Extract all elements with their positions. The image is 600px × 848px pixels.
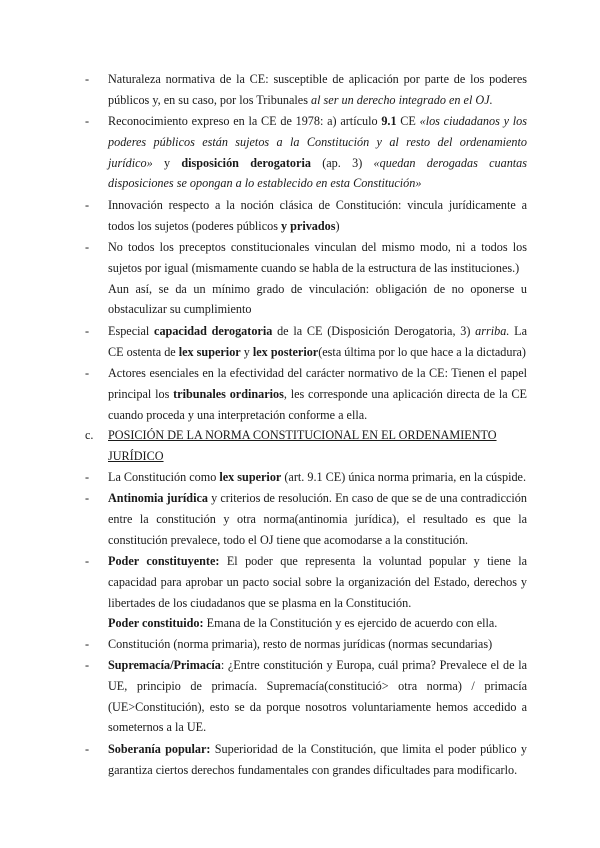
- text-run: Constitución (norma primaria), resto de normas jurídicas (normas secundarias): [108, 637, 493, 651]
- text-run: CE: [396, 114, 420, 128]
- list-item-text: [108, 467, 527, 488]
- list-item: [85, 363, 527, 425]
- italic-text: al ser un derecho integrado en el OJ.: [311, 92, 493, 107]
- list-item: [85, 655, 527, 738]
- paragraph: [108, 634, 527, 655]
- paragraph: [108, 551, 527, 613]
- bold-text: Supremacía/Primacía: [108, 658, 221, 672]
- list-item: [85, 488, 527, 550]
- italic-text: arriba.: [475, 324, 510, 338]
- bold-text: y privados: [280, 218, 336, 233]
- bullet-dash: -: [85, 366, 90, 380]
- bold-text: Poder constituyente:: [108, 554, 220, 568]
- paragraph: [108, 488, 527, 550]
- bullet-dash: -: [85, 240, 90, 254]
- list-item: [85, 195, 527, 237]
- list-item-text: [108, 488, 527, 550]
- list-item-text: [108, 655, 527, 738]
- list-item-text: [108, 321, 527, 363]
- bullet-dash: -: [85, 637, 90, 651]
- text-run: Naturaleza normativa de la CE: susceptible de aplicación por parte de los poderes públicos y, en su caso, por los Tribunales: [108, 72, 527, 107]
- text-run: y criterios de resolución. En caso de que se de una contradicción entre la constitución y otra norma(antinomia jurídica), el resultado es que la constitución prevalece, todo el OJ tiene que acomodarse a la constitución.: [108, 491, 527, 547]
- list-item: [85, 69, 527, 111]
- text-run: (esta última por lo que hace a la dictadura): [318, 344, 526, 359]
- section-heading-marker: c.: [85, 428, 94, 442]
- italic-text: «quedan derogadas cuantas disposiciones se opongan a lo establecido en esta Constitución»: [108, 155, 528, 191]
- paragraph: [108, 69, 527, 111]
- text-run: Reconocimiento expreso en la CE de 1978: a) artículo: [108, 114, 382, 128]
- paragraph: [108, 467, 527, 488]
- bold-text: capacidad derogatoria: [154, 324, 273, 338]
- paragraph: [108, 739, 527, 781]
- text-run: (ap. 3): [310, 155, 374, 170]
- list-item: [85, 551, 527, 634]
- paragraph: [108, 321, 527, 363]
- list-item-text: [108, 69, 527, 111]
- paragraph: [108, 111, 527, 194]
- list-item: [85, 321, 527, 363]
- text-run: No todos los preceptos constitucionales vinculan del mismo modo, ni a todos los sujetos por igual (mismamente cuando se habla de la estructura de las instituciones.): [108, 240, 527, 275]
- text-run: de la CE (Disposición Derogatoria, 3): [272, 324, 476, 338]
- bold-text: disposición derogatoria: [181, 155, 311, 170]
- text-run: Aun así, se da un mínimo grado de vinculación: obligación de no oponerse u obstaculizar su cumplimiento: [108, 281, 527, 317]
- text-run: Emana de la Constitución y es ejercido de acuerdo con ella.: [203, 616, 498, 631]
- bullet-dash: -: [85, 742, 90, 756]
- bullet-dash: -: [85, 198, 90, 212]
- list-item-text: [108, 237, 527, 320]
- text-run: La Constitución como: [108, 470, 220, 484]
- bullet-dash: -: [85, 114, 90, 128]
- bold-text: lex superior: [219, 470, 282, 484]
- bold-text: lex superior: [178, 344, 241, 359]
- list-item-text: [108, 634, 527, 655]
- paragraph: [108, 279, 527, 321]
- text-run: , les corresponde una aplicación directa de la CE cuando proceda y una interpretación conforme a ella.: [108, 386, 527, 422]
- bold-text: Soberanía popular:: [108, 742, 211, 756]
- paragraph: [108, 237, 527, 279]
- bullet-dash: -: [85, 658, 90, 672]
- bold-text: lex posterior: [252, 344, 319, 359]
- paragraph: [108, 363, 527, 425]
- bold-text: tribunales ordinarios: [173, 386, 284, 401]
- text-run: El poder que representa la voluntad popular y tiene la capacidad para aprobar un pacto social sobre la organización del Estado, derechos y libertades de los ciudadanos que se plasma en la Constitución.: [108, 554, 527, 610]
- paragraph: [108, 613, 527, 634]
- italic-text: «los ciudadanos y los poderes públicos están sujetos a la Constitución y al resto del ordenamiento jurídico»: [108, 114, 527, 170]
- text-run: y: [152, 155, 182, 170]
- list-item: [85, 739, 527, 781]
- text-run: Especial: [108, 324, 155, 338]
- bullet-dash: -: [85, 324, 90, 338]
- bold-text: Antinomia jurídica: [108, 491, 208, 505]
- list-item: [85, 237, 527, 320]
- list-item-text: [108, 551, 527, 634]
- text-run: La CE ostenta de: [108, 324, 527, 359]
- text-run: Innovación respecto a la noción clásica de Constitución: vincula jurídicamente a todos los sujetos (poderes públicos: [108, 198, 527, 233]
- list-item: [85, 634, 527, 655]
- list-item-text: [108, 111, 527, 194]
- bullet-dash: -: [85, 72, 90, 86]
- list-item-text: [108, 195, 527, 237]
- list-item: [85, 467, 527, 488]
- bullet-dash: -: [85, 554, 90, 568]
- section-heading-c: [85, 425, 527, 467]
- list-item-text: [108, 739, 527, 781]
- text-run: Superioridad de la Constitución, que limita el poder público y garantiza ciertos derechos fundamentales con grandes dificultades para modificarlo.: [108, 742, 527, 777]
- list-item: [85, 111, 527, 194]
- paragraph: [108, 195, 527, 237]
- list-item-text: [108, 363, 527, 425]
- text-run: Actores esenciales en la efectividad del carácter normativo de la CE: Tienen el papel principal los: [108, 366, 527, 401]
- text-run: : ¿Entre constitución y Europa, cuál prima? Prevalece el de la UE, principio de primacía. Supremacía(constitució> otra norma) / primacía (UE>Constitución), esto se da porque nosotros voluntariamente hemos accedido a someternos a la UE.: [108, 658, 527, 735]
- bullet-dash: -: [85, 470, 90, 484]
- section-heading-text: POSICIÓN DE LA NORMA CONSTITUCIONAL EN EL ORDENAMIENTO JURÍDICO: [108, 428, 497, 463]
- paragraph: [108, 655, 527, 738]
- text-run: (art. 9.1 CE) única norma primaria, en la cúspide.: [281, 470, 527, 484]
- bold-text: 9.1: [381, 114, 397, 128]
- bullet-dash: -: [85, 491, 90, 505]
- text-run: y: [240, 344, 253, 359]
- text-run: ): [335, 218, 340, 233]
- bold-text: Poder constituido:: [108, 616, 204, 631]
